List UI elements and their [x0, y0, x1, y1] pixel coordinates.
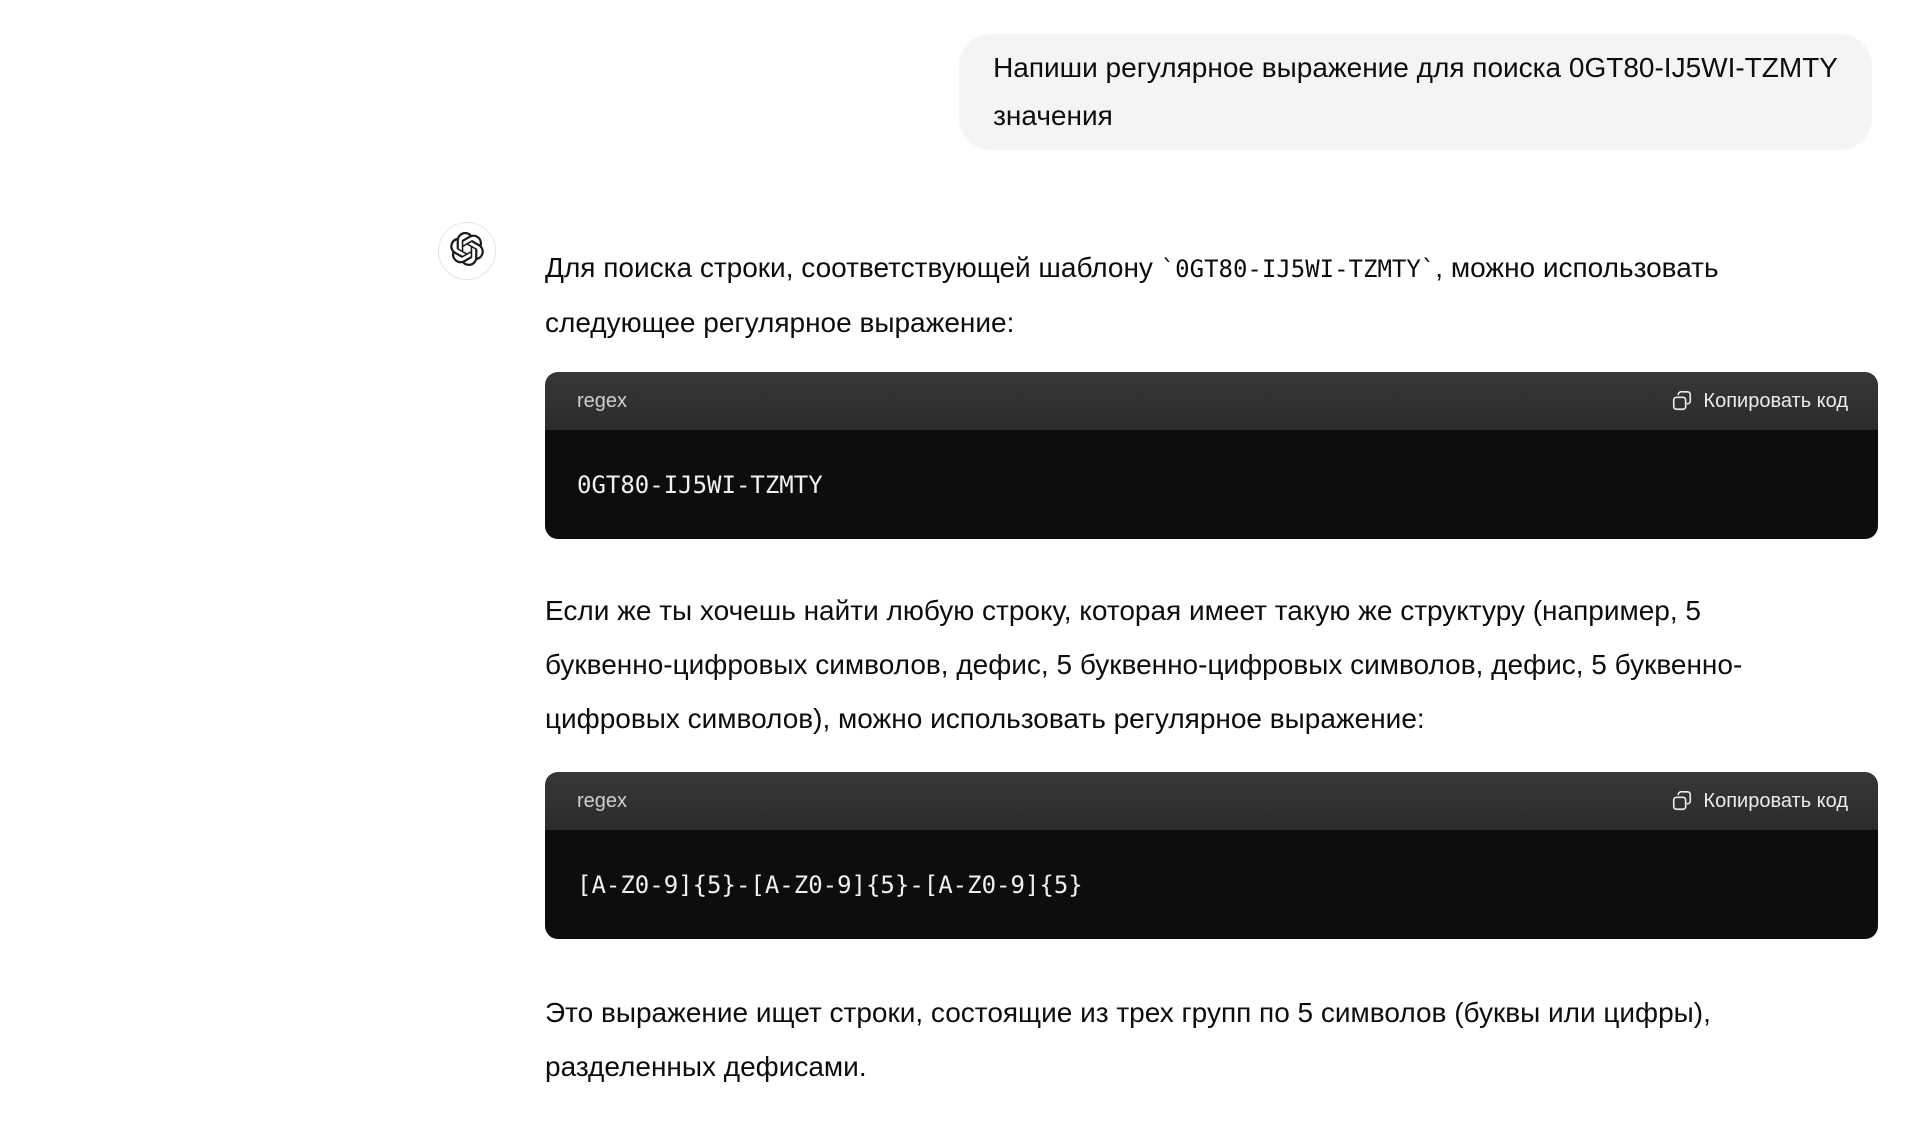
assistant-avatar	[438, 222, 496, 280]
user-message-line: значения	[993, 100, 1113, 131]
user-message-line: Напиши регулярное выражение для поиска 0GT80-IJ5WI-TZMTY	[993, 52, 1838, 83]
code-block-regex-2	[545, 772, 1878, 939]
paragraph-line: цифровых символов), можно использовать регулярное выражение:	[545, 703, 1425, 734]
paragraph-text: Для поиска строки, соответствующей шаблону	[545, 252, 1161, 283]
copy-code-button[interactable]	[1671, 390, 1848, 413]
assistant-paragraph-2	[545, 584, 1890, 746]
paragraph-line: следующее регулярное выражение:	[545, 307, 1015, 338]
inline-code: `0GT80-IJ5WI-TZMTY`	[1160, 255, 1436, 283]
paragraph-line	[545, 241, 1890, 296]
copy-code-button[interactable]	[1671, 790, 1848, 813]
user-message-bubble	[959, 34, 1872, 150]
code-language-label: regex	[577, 789, 628, 812]
copy-icon	[1671, 790, 1693, 812]
copy-icon	[1671, 390, 1693, 412]
copy-button-label: Копировать код	[1703, 389, 1848, 412]
paragraph-line: Это выражение ищет строки, состоящие из трех групп по 5 символов (буквы или цифры),	[545, 997, 1711, 1028]
code-block-header	[545, 772, 1878, 830]
code-block-body	[545, 830, 1878, 939]
openai-logo-icon	[450, 232, 484, 271]
code-language-label: regex	[577, 389, 628, 412]
paragraph-line: разделенных дефисами.	[545, 1051, 867, 1082]
assistant-paragraph-1	[545, 241, 1890, 350]
paragraph-line: Если же ты хочешь найти любую строку, которая имеет такую же структуру (например, 5	[545, 595, 1701, 626]
code-block-body	[545, 430, 1878, 539]
code-block-regex-1	[545, 372, 1878, 539]
code-block-header	[545, 372, 1878, 430]
copy-button-label: Копировать код	[1703, 789, 1848, 812]
paragraph-line: буквенно-цифровых символов, дефис, 5 буквенно-цифровых символов, дефис, 5 буквенно-	[545, 649, 1743, 680]
assistant-paragraph-3	[545, 986, 1890, 1094]
code-text: [A-Z0-9]{5}-[A-Z0-9]{5}-[A-Z0-9]{5}	[577, 870, 1083, 899]
paragraph-text: , можно использовать	[1435, 252, 1719, 283]
code-text: 0GT80-IJ5WI-TZMTY	[577, 470, 823, 499]
